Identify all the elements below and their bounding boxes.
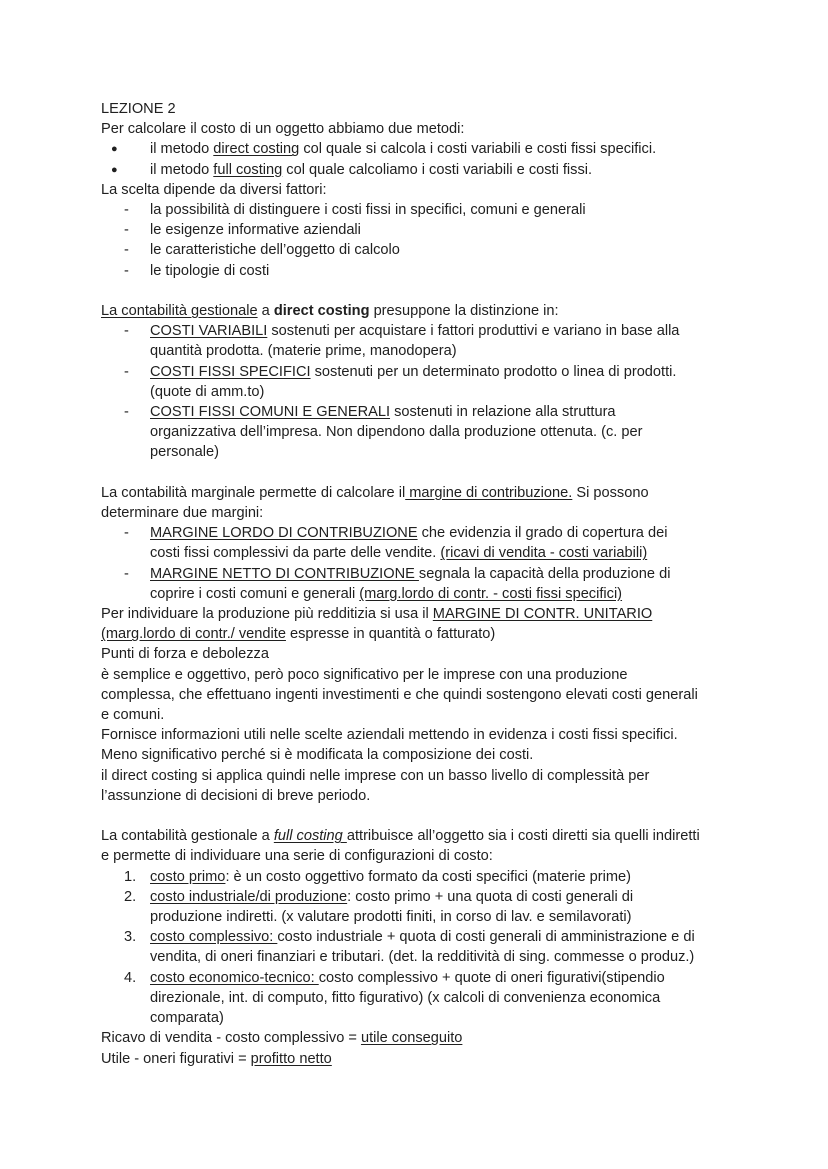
dash-marker: - (124, 565, 129, 582)
dash-marker: - (124, 363, 129, 380)
formula-net-profit: Utile - oneri figurativi = profitto netto (101, 1050, 332, 1067)
spacer (101, 806, 741, 826)
marginal-heading: La contabilità marginale permette di calcolare il margine di contribuzione. Si possono determinare due margini: (101, 484, 649, 522)
list-number: 4. (124, 969, 137, 986)
lesson-title: LEZIONE 2 (101, 101, 176, 117)
direct-costing-heading: La contabilità gestionale a direct costing presuppone la distinzione in: (101, 303, 559, 320)
dash-marker: - (124, 525, 129, 542)
bullet-icon: ● (111, 143, 118, 156)
text-line: Meno significativo perché si è modificata la composizione dei costi. (101, 747, 534, 764)
spacer (101, 463, 741, 483)
dash-marker: - (124, 323, 129, 340)
text-line: è semplice e oggettivo, però poco significativo per le imprese con una produzione (101, 666, 628, 683)
text-line: complessa, che effettuano ingenti investimenti e che quindi sostengono elevati costi generali (101, 686, 698, 703)
full-costing-heading: La contabilità gestionale a full costing attribuisce all’oggetto sia i costi diretti sia quelli indiretti e permette di individuare una serie di configurazioni di costo: (101, 828, 700, 865)
cost-config-item: 2. costo industriale/di produzione: costo primo + una quota di costi generali di produzione indiretti. (x valutare prodotti finiti, in corso di lav. e semilavorati) (124, 888, 634, 926)
bullet-icon: ● (111, 163, 118, 176)
text-line: il direct costing si applica quindi nelle imprese con un basso livello di complessità per (101, 767, 650, 784)
factor-item: - la possibilità di distinguere i costi fissi in specifici, comuni e generali (101, 200, 741, 220)
method-item: ● il metodo direct costing col quale si calcola i costi variabili e costi fissi specifici. (101, 139, 741, 159)
cost-config-item: 1. costo primo: è un costo oggettivo formato da costi specifici (materie prime) (101, 867, 741, 887)
text-line: l’assunzione di decisioni di breve periodo. (101, 787, 371, 804)
list-number: 3. (124, 929, 137, 946)
factor-item: - le tipologie di costi (101, 261, 741, 281)
cost-type-item: - COSTI VARIABILI sostenuti per acquistare i fattori produttivi e variano in base alla quantità prodotta. (materie prime, manodopera) (124, 323, 680, 360)
dash-marker: - (124, 404, 129, 421)
document-body (101, 99, 741, 1069)
text-line: Fornisce informazioni utili nelle scelte aziendali mettendo in evidenza i costi fissi specifici. (101, 727, 678, 744)
factor-item: - le esigenze informative aziendali (101, 220, 741, 240)
dash-marker: - (124, 262, 129, 279)
margin-item: - MARGINE NETTO DI CONTRIBUZIONE segnala la capacità della produzione di coprire i costi comuni e generali (marg.lordo di contr. - costi fissi specifici) (124, 565, 671, 602)
cost-config-item: 4. costo economico-tecnico: costo complessivo + quote di oneri figurativi(stipendio direzionale, int. di computo, fitto figurativo) (x calcoli di convenienza economica comparata) (124, 969, 665, 1027)
cost-type-item: - COSTI FISSI SPECIFICI sostenuti per un determinato prodotto o linea di prodotti. (quote di amm.to) (124, 363, 677, 400)
list-number: 2. (124, 888, 137, 905)
dash-marker: - (124, 202, 129, 219)
spacer (101, 281, 741, 301)
cost-config-item: 3. costo complessivo: costo industriale + quota di costi generali di amministrazione e di vendita, di oneri finanziari e tributari. (det. la redditività di sing. commesse o produz.) (124, 929, 695, 966)
formula-profit: Ricavo di vendita - costo complessivo = utile conseguito (101, 1030, 463, 1047)
cost-type-item: - COSTI FISSI COMUNI E GENERALI sostenuti in relazione alla struttura organizzativa dell’impresa. Non dipendono dalla produzione ottenuta. (c. per personale) (124, 404, 643, 461)
unit-margin-text: Per individuare la produzione più redditizia si usa il MARGINE DI CONTR. UNITARIO (marg.lordo di contr./ vendite espresse in quantità o fatturato) (101, 606, 653, 643)
list-number: 1. (124, 868, 137, 885)
choice-intro: La scelta dipende da diversi fattori: (101, 181, 327, 198)
text-line: Punti di forza e debolezza (101, 646, 269, 663)
factor-item: - le caratteristiche dell’oggetto di calcolo (101, 240, 741, 260)
margin-item: - MARGINE LORDO DI CONTRIBUZIONE che evidenzia il grado di copertura dei costi fissi complessivi da parte delle vendite. (ricavi di vendita - costi variabili) (124, 525, 668, 562)
method-item: ● il metodo full costing col quale calcoliamo i costi variabili e costi fissi. (101, 160, 741, 180)
text-line: e comuni. (101, 707, 165, 724)
dash-marker: - (124, 242, 129, 259)
dash-marker: - (124, 222, 129, 239)
intro-text: Per calcolare il costo di un oggetto abbiamo due metodi: (101, 121, 465, 138)
